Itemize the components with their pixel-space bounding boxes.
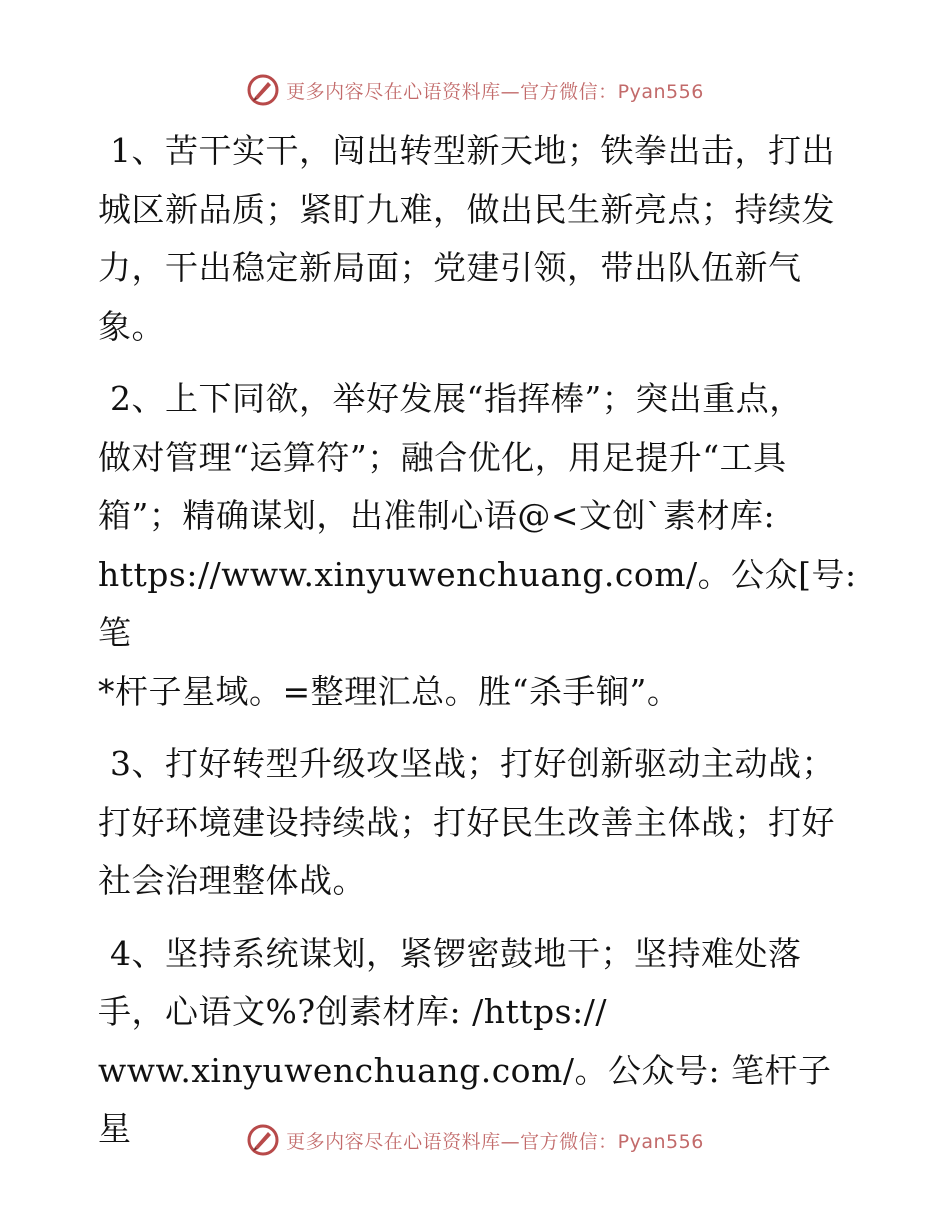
text-line: 上下同欲，举好发展“指挥棒”；突出重点， [165, 379, 803, 418]
text-line: https://www.xinyuwenchuang.com/。公众[号: 笔 [98, 554, 868, 652]
text-line: 象。 [98, 306, 165, 346]
paragraph-number: 4、 [110, 933, 165, 973]
text-line: 做对管理“运算符”；融合优化，用足提升“工具 [98, 437, 787, 477]
brand-logo-icon [246, 1123, 280, 1157]
text-line: 坚持系统谋划，紧锣密鼓地干；坚持难处落 [165, 933, 802, 973]
header-watermark-banner [0, 70, 950, 110]
paragraph-2 [98, 370, 868, 721]
text-line: 苦干实干，闯出转型新天地；铁拳出击，打出 [165, 131, 835, 170]
text-line: *杆子星域。=整理汇总。胜“杀手锏”。 [98, 671, 681, 711]
brand-logo-icon [246, 73, 280, 107]
text-line: 打好环境建设持续战；打好民生改善主体战；打好 [98, 802, 835, 842]
text-line: 手，心语文%?创素材库: /https:// [98, 992, 607, 1031]
text-line: 社会治理整体战。 [98, 861, 366, 900]
footer-watermark-banner [0, 1120, 950, 1160]
text-line: www.xinyuwenchuang.com/。公众号: 笔杆子星 [98, 1050, 832, 1148]
paragraph-number: 3、 [110, 744, 165, 783]
text-line: 箱”；精确谋划，出准制心语@<文创`素材库: [98, 496, 776, 535]
text-line: 力，干出稳定新局面；党建引领，带出队伍新气 [98, 248, 802, 287]
paragraph-1 [98, 122, 858, 356]
text-line: 城区新品质；紧盯九难，做出民生新亮点；持续发 [98, 189, 835, 229]
document-body [98, 122, 868, 1173]
paragraph-3 [98, 735, 858, 911]
text-line: 打好转型升级攻坚战；打好创新驱动主动战； [165, 744, 835, 783]
paragraph-number: 2、 [110, 379, 165, 418]
watermark-text: 更多内容尽在心语资料库—官方微信：Pyan556 [286, 1130, 704, 1153]
watermark-text: 更多内容尽在心语资料库—官方微信：Pyan556 [286, 80, 704, 103]
paragraph-number: 1、 [110, 131, 165, 170]
